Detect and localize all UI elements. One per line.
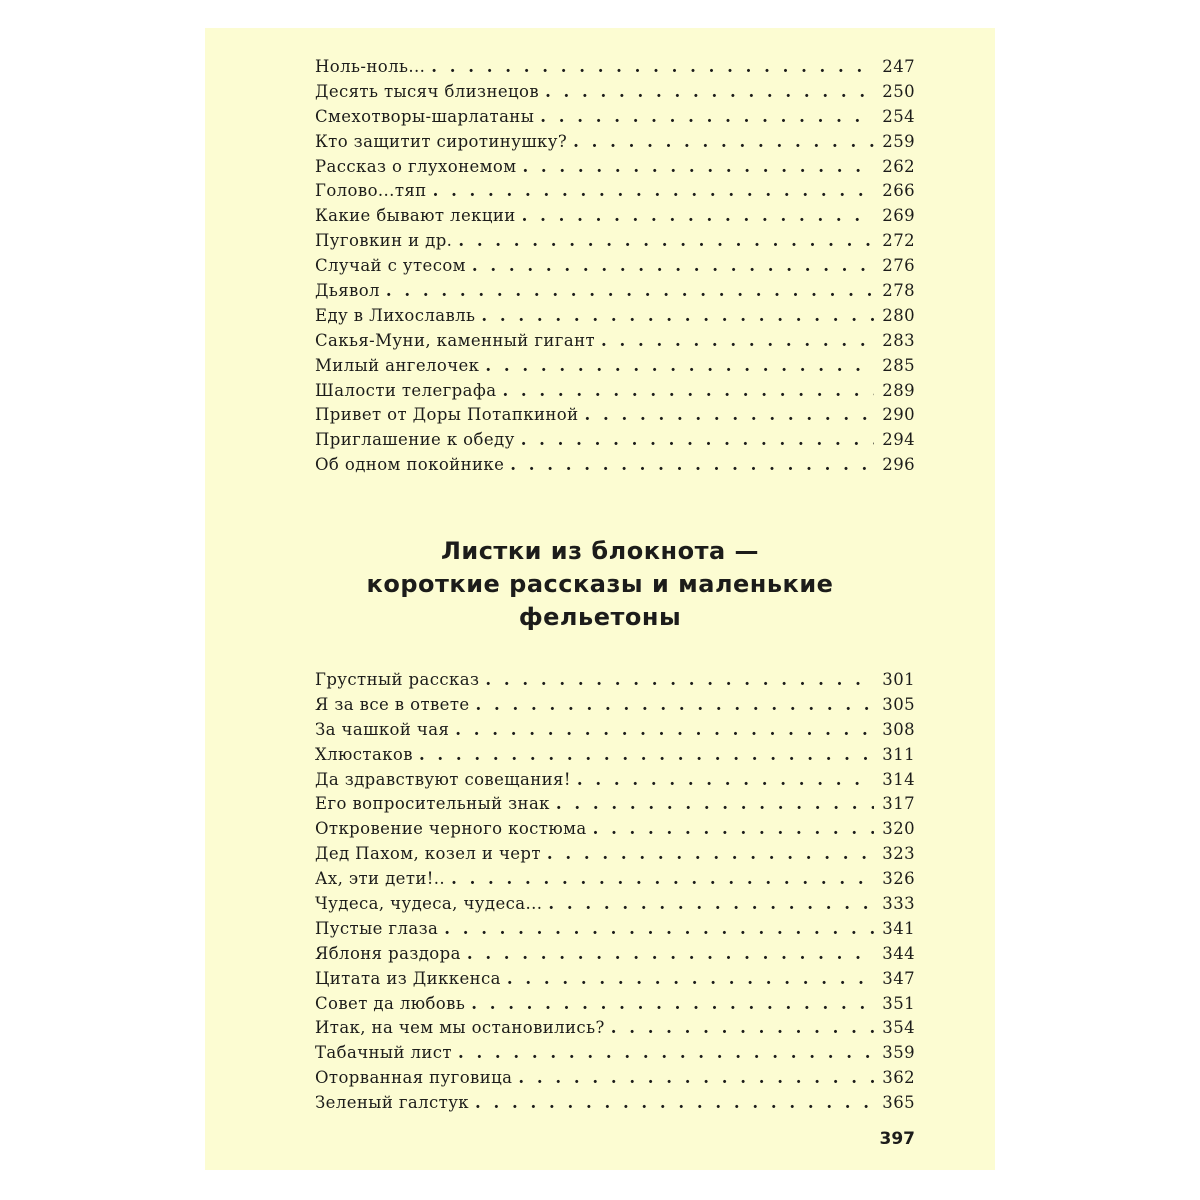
dot-leader [510,455,874,474]
toc-entry [315,82,915,107]
toc-entry-page: 362 [882,1068,915,1088]
toc-entry [315,894,915,919]
toc-entry-title: Его вопросительный знак [315,794,550,814]
toc-entry-title: Кто защитит сиротинушку? [315,131,568,151]
toc-entry [315,132,915,157]
toc-entry-title: Яблоня раздора [315,943,461,963]
toc-entry [315,670,915,695]
toc-entry [315,206,915,231]
toc-entry [315,256,915,281]
section-heading [265,535,935,634]
dot-leader [507,969,874,988]
toc-entry-page: 250 [882,81,915,101]
toc-entry-title: Рассказ о глухонемом [315,156,517,176]
toc-entry-title: Какие бывают лекции [315,206,516,226]
dot-leader [471,994,874,1013]
toc-entry-title: Да здравствуют совещания! [315,769,571,789]
page-number: 397 [879,1129,915,1149]
toc-entry [315,306,915,331]
toc-entry-page: 365 [882,1093,915,1113]
toc-entry [315,107,915,132]
dot-leader [386,281,874,300]
dot-leader [548,894,874,913]
toc-entry [315,356,915,381]
toc-entry-title: За чашкой чая [315,719,450,739]
toc-entry-page: 314 [882,769,915,789]
toc-entry-title: Пуговкин и др. [315,231,453,251]
toc-entry [315,794,915,819]
dot-leader [475,1093,874,1112]
toc-entry-page: 289 [882,380,915,400]
toc-entry [315,430,915,455]
dot-leader [521,430,875,449]
dot-leader [593,819,875,838]
toc-entry [315,455,915,480]
dot-leader [476,695,875,714]
toc-entry-page: 259 [882,131,915,151]
toc-entry [315,745,915,770]
toc-entry-page: 301 [882,670,915,689]
toc-entry [315,181,915,206]
toc-entry-title: Случай с утесом [315,256,466,276]
dot-leader [547,844,874,863]
dot-leader [485,670,874,689]
toc-entry-page: 285 [882,355,915,375]
toc-entry [315,331,915,356]
dot-leader [455,720,874,739]
dot-leader [472,256,874,275]
dot-leader [481,306,874,325]
toc-entry-title: Итак, на чем мы остановились? [315,1018,605,1038]
toc-entry-page: 272 [882,231,915,251]
toc-entry-title: Десять тысяч близнецов [315,81,540,101]
dot-leader [522,157,874,176]
toc-entry-title: Грустный рассказ [315,670,480,689]
toc-entry [315,770,915,795]
toc-entry-title: Об одном покойнике [315,455,505,475]
toc-entry-title: Сакья-Муни, каменный гигант [315,330,595,350]
toc-entry [315,720,915,745]
toc-entry-title: Пустые глаза [315,918,439,938]
dot-leader [444,919,874,938]
toc-entry-title: Дьявол [315,281,380,301]
section-heading-line: короткие рассказы и маленькие [366,570,834,598]
toc-entry [315,994,915,1019]
toc-entry-page: 254 [882,106,915,126]
toc-entry-page: 333 [882,894,915,914]
section-heading-line: фельетоны [518,603,682,631]
dot-leader [467,944,874,963]
toc-entry-page: 247 [882,57,915,76]
toc-entry-title: Смехотворы-шарлатаны [315,106,535,126]
toc-list-part-two [315,670,915,1118]
toc-entry-page: 347 [882,968,915,988]
toc-entry-title: Голово...тяп [315,181,427,201]
toc-entry [315,405,915,430]
toc-entry [315,695,915,720]
toc-entry-page: 344 [882,943,915,963]
dot-leader [451,869,874,888]
toc-entry [315,944,915,969]
dot-leader [485,356,874,375]
toc-entry [315,1018,915,1043]
toc-entry-title: Чудеса, чудеса, чудеса... [315,894,543,914]
toc-entry-title: Ах, эти дети!.. [315,869,446,889]
toc-entry-page: 317 [882,794,915,814]
section-heading-line: Листки из блокнота — [440,537,760,565]
toc-entry-page: 280 [882,305,915,325]
toc-entry [315,381,915,406]
toc-list-part-one [315,57,915,480]
toc-entry [315,281,915,306]
dot-leader [433,181,875,200]
dot-leader [522,206,875,225]
toc-entry-title: Шалости телеграфа [315,380,497,400]
dot-leader [419,745,874,764]
dot-leader [431,57,874,76]
toc-entry [315,844,915,869]
toc-entry [315,157,915,182]
toc-entry-title: Ноль-ноль... [315,57,426,76]
toc-entry-page: 278 [882,281,915,301]
dot-leader [545,82,874,101]
toc-entry [315,57,915,82]
toc-entry-page: 283 [882,330,915,350]
toc-entry-page: 269 [882,206,915,226]
dot-leader [458,231,874,250]
toc-entry-title: Откровение черного костюма [315,819,587,839]
toc-entry-title: Милый ангелочек [315,355,480,375]
dot-leader [540,107,874,126]
toc-entry-title: Приглашение к обеду [315,430,515,450]
toc-entry-page: 323 [882,844,915,864]
toc-entry-page: 305 [882,694,915,714]
toc-entry-title: Дед Пахом, козел и черт [315,844,541,864]
toc-entry-page: 296 [882,455,915,475]
dot-leader [573,132,874,151]
toc-entry [315,869,915,894]
book-page [205,28,995,1170]
toc-entry [315,919,915,944]
toc-entry [315,1068,915,1093]
toc-entry-page: 359 [882,1043,915,1063]
toc-entry [315,1043,915,1068]
toc-entry-page: 341 [882,918,915,938]
dot-leader [518,1068,874,1087]
dot-leader [585,405,875,424]
dot-leader [458,1043,874,1062]
toc-entry-page: 290 [882,405,915,425]
toc-entry-page: 311 [882,744,915,764]
dot-leader [611,1018,875,1037]
toc-entry-page: 326 [882,869,915,889]
dot-leader [601,331,874,350]
toc-entry-page: 276 [882,256,915,276]
toc-entry-title: Совет да любовь [315,993,466,1013]
toc-entry-title: Цитата из Диккенса [315,968,501,988]
dot-leader [502,381,874,400]
toc-entry-title: Табачный лист [315,1043,452,1063]
toc-entry-title: Еду в Лихославль [315,305,476,325]
toc-entry-page: 294 [882,430,915,450]
toc-entry-page: 320 [882,819,915,839]
toc-entry-title: Оторванная пуговица [315,1068,513,1088]
toc-entry-page: 351 [882,993,915,1013]
toc-entry-page: 354 [882,1018,915,1038]
toc-entry [315,231,915,256]
toc-entry [315,1093,915,1118]
dot-leader [556,794,874,813]
toc-entry-page: 308 [882,719,915,739]
toc-entry [315,819,915,844]
toc-entry-title: Хлюстаков [315,744,413,764]
toc-entry-page: 262 [882,156,915,176]
dot-leader [577,770,874,789]
toc-entry-title: Привет от Доры Потапкиной [315,405,579,425]
toc-entry-title: Зеленый галстук [315,1093,470,1113]
toc-entry-title: Я за все в ответе [315,694,470,714]
toc-entry [315,969,915,994]
toc-entry-page: 266 [882,181,915,201]
